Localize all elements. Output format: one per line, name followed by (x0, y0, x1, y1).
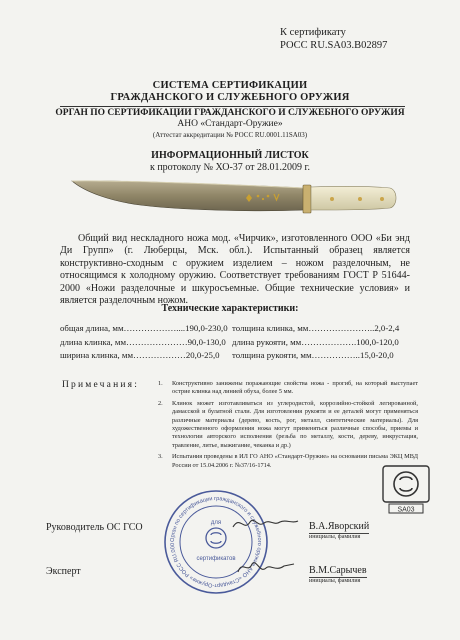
note-text: Испытания проведены в ИЛ ГО АНО «Стандарт-Оружие» на основании письма ЭКЦ МВД России от 15.04.2006 г. №37/16-1714. (172, 453, 418, 469)
note-item (158, 380, 418, 397)
organ-title: ОРГАН ПО СЕРТИФИКАЦИИ ГРАЖДАНСКОГО И СЛУЖЕБНОГО ОРУЖИЯ (55, 108, 405, 118)
accreditation: (Аттестат аккредитации № РОСС RU.0001.11SA03) (152, 131, 308, 139)
note-number: 2. (158, 399, 163, 407)
spec-right: толщина клинка, мм…………………..2,0-2,4 (232, 323, 400, 333)
knife-image (70, 172, 400, 222)
organ-name: АНО «Стандарт-Оружие» (177, 119, 283, 129)
note-text: Конструктивно занижены поражающие свойства ножа - прогиб, на который выступает острие клинка над линией обуха, более 5 мм. (172, 380, 418, 396)
divider (60, 106, 405, 107)
spec-row (60, 336, 415, 350)
expert-name-block (309, 565, 367, 585)
cert-ref-number: РОСС RU.SA03.B02897 (280, 40, 388, 51)
spec-left: общая длина, мм………………....190,0-230,0 (60, 323, 228, 333)
spec-right: длина рукояти, мм……………….100,0-120,0 (232, 336, 399, 347)
expert-signature (230, 556, 300, 578)
note-number: 1. (158, 380, 163, 387)
notes-list (158, 380, 418, 473)
description: Общий вид нескладного ножа мод. «Чирчик», изготовленного ООО «Би энд Ди Групп» (г. Люберцы, Мск. обл.). Испытанный образец является конструктивно-сходным с оружием изделием – ножом разделочным, не относящимся к холодному оружию. Соответствует требованиям ГОСТ Р 51644-2000 «Ножи разделочные и шкуросъемные. Общие технические условия» и является разделочным ножом. (60, 233, 410, 307)
expert-role: Эксперт (46, 566, 81, 577)
spec-right: толщина рукояти, мм……………..15,0-20,0 (232, 350, 394, 360)
certification-logo (380, 463, 432, 515)
round-stamp (162, 488, 270, 596)
expert-name: В.М.Сарычев (309, 565, 367, 576)
certificate-reference (280, 26, 400, 52)
head-caption: инициалы, фамилия (309, 534, 361, 540)
expert-caption: инициалы, фамилия (309, 578, 361, 584)
head-name: В.А.Яворский (309, 521, 370, 532)
head-role: Руководитель ОС ГСО (46, 522, 143, 533)
head-signature (230, 512, 300, 534)
system-title-line2: ГРАЖДАНСКОГО И СЛУЖЕБНОГО ОРУЖИЯ (110, 92, 350, 103)
cert-ref-line1: К сертификату (280, 27, 346, 38)
stamp-center-top: для (210, 520, 222, 526)
system-title (0, 80, 460, 104)
info-sheet-title: ИНФОРМАЦИОННЫЙ ЛИСТОК (151, 150, 309, 161)
spec-left: ширина клинка, мм………………20,0-25,0 (60, 350, 220, 360)
spec-left: длина клинка, мм…………………90,0-130,0 (60, 336, 226, 347)
logo-code: SA03 (397, 506, 415, 514)
note-number: 3. (158, 453, 163, 461)
head-name-block (309, 521, 369, 541)
specs-table (60, 322, 415, 363)
stamp-ring-text: Орган по сертификации гражданского и служебного оружия АНО «Стандарт-Оружие» РОСС RU.000 (169, 495, 263, 589)
tech-specs-title: Технические характеристики: (161, 303, 299, 314)
spec-row (60, 349, 415, 363)
system-title-line1: СИСТЕМА СЕРТИФИКАЦИИ (152, 80, 308, 91)
note-item (158, 400, 418, 450)
note-item (158, 453, 418, 470)
protocol-ref: к протоколу № ХО-37 от 28.01.2009 г. (149, 162, 311, 173)
notes-heading: Примечания: (62, 380, 140, 390)
note-text: Клинок может изготавливаться из углеродистой, коррозийно-стойкой легированной, дамасской и булатной стали. Для изготовления рукояти и ее деталей могут применяться различные материалы (дерево, кость, рог, металл, синтетические материалы). Для художественного оформления ножа могут применяться различные способы, приемы и технологии авторского исполнения (резьба по металлу, кости, дереву, инкрустация, травление, литье, выжигание, чеканка и др.) (172, 399, 418, 449)
stamp-center-bottom: сертификатов (196, 556, 236, 562)
spec-row (60, 322, 415, 336)
